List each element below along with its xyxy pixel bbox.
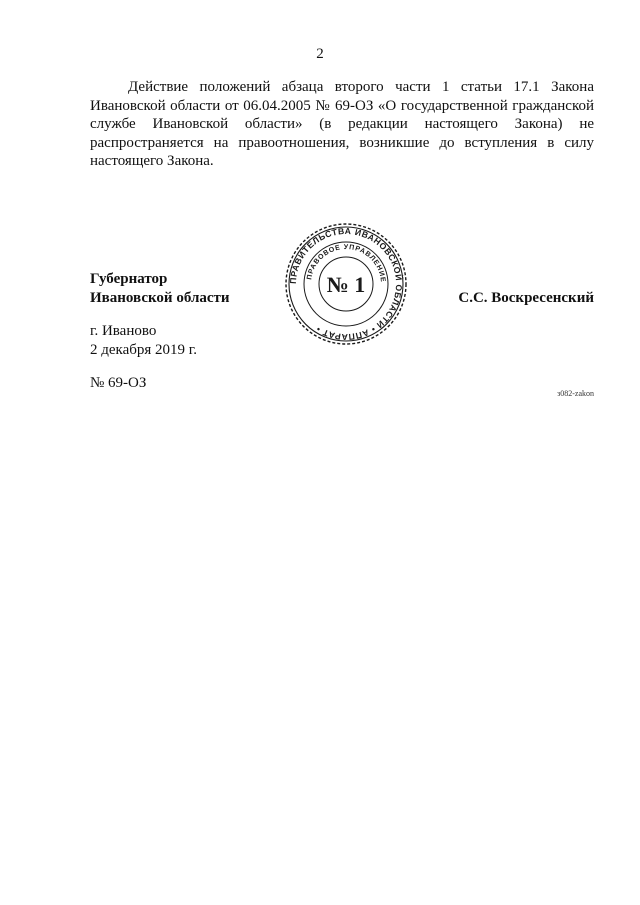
law-number: № 69-ОЗ [90,375,147,391]
signer-title-line1: Губернатор [90,271,168,287]
official-seal [284,222,408,346]
file-code: з082-zakon [557,389,594,398]
signer-title [90,270,230,307]
page-number: 2 [316,46,324,62]
body-paragraph: Действие положений абзаца второго части 1 статьи 17.1 Закона Ивановской области от 06.04.2005 № 69-ОЗ «О государственной гражданской службе Ивановской области» (в редакции настоящего Закона) не распространяется на правоотношения, возникшие до вступления в силу настоящего Закона. [90,79,594,169]
seal-inner-text: ПРАВОВОЕ УПРАВЛЕНИЕ [306,243,387,283]
signer-title-line2: Ивановской области [90,289,230,306]
seal-center-text: № 1 [326,272,366,297]
signing-date: 2 декабря 2019 г. [90,341,197,358]
city: г. Иваново [90,323,157,339]
signer-name: С.С. Воскресенский [458,289,594,306]
seal-outer-text: ПРАВИТЕЛЬСТВА ИВАНОВСКОЙ ОБЛАСТИ • АППАРАТ • [287,225,405,343]
